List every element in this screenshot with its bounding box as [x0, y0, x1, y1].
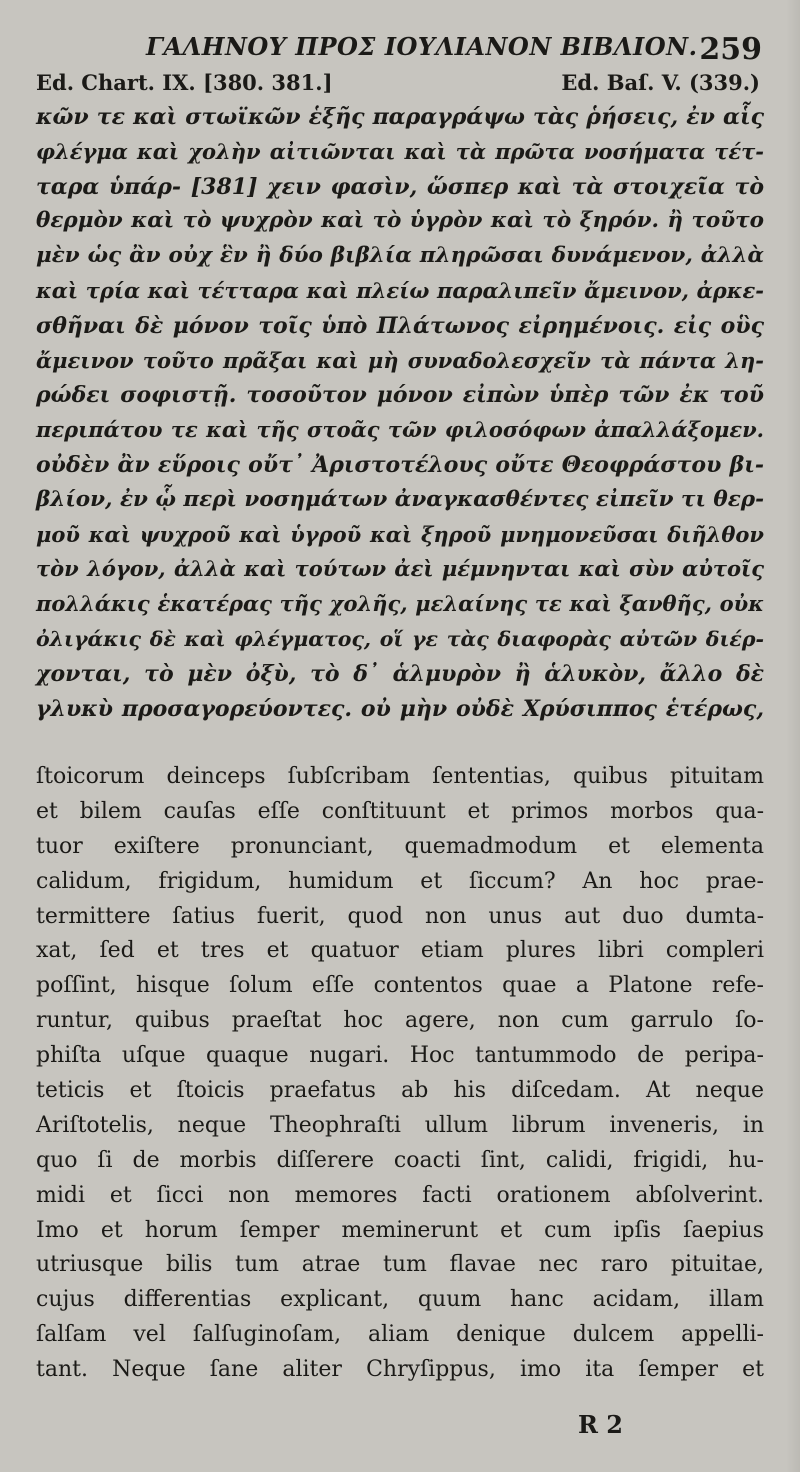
- greek-line: περιπάτου τε καὶ τῆς στοᾶς τῶν φιλοσόφων ἀπαλλάξομεν.: [36, 417, 764, 443]
- greek-line: μὲν ὡς ἂν οὐχ ἓν ἢ δύο βιβλία πληρῶσαι δυνάμενον, ἀλλὰ: [36, 243, 764, 269]
- running-head: [36, 28, 764, 68]
- latin-line: tuor exiſtere pronunciant, quemadmodum et elementa: [36, 833, 764, 859]
- latin-line: xat, ſed et tres et quatuor etiam plures libri compleri: [36, 938, 764, 964]
- greek-line: ρώδει σοφιστῇ. τοσοῦτον μόνον εἰπὼν ὑπὲρ τῶν ἐκ τοῦ: [36, 382, 764, 409]
- latin-line: termittere ſatius fuerit, quod non unus aut duo dumta-: [36, 903, 764, 929]
- signature-mark: R 2: [578, 1410, 623, 1439]
- latin-line: poſſint, hisque ſolum eſſe contentos quae a Platone refe-: [36, 973, 764, 999]
- greek-line: ὀλιγάκις δὲ καὶ φλέγματος, οἵ γε τὰς διαφορὰς αὐτῶν διέρ-: [36, 626, 764, 651]
- latin-line: utriusque bilis tum atrae tum flavae nec raro pituitae,: [36, 1252, 764, 1278]
- latin-text-block: [36, 760, 764, 1388]
- latin-line: runtur, quibus praeſtat hoc agere, non cum garrulo ſo-: [36, 1008, 764, 1034]
- greek-text-block: [36, 100, 764, 726]
- latin-line: quo ſi de morbis diſſerere coacti ſint, calidi, frigidi, hu-: [36, 1147, 764, 1173]
- greek-line: χονται, τὸ μὲν ὀξὺ, τὸ δ᾽ ἁλμυρὸν ἢ ἁλυκὸν, ἄλλο δὲ: [36, 660, 764, 687]
- latin-line: Ariſtotelis, neque Theophraſti ullum librum inveneris, in: [36, 1112, 764, 1138]
- latin-line: midi et ſicci non memores facti orationem abſolverint.: [36, 1182, 764, 1208]
- latin-line: cujus differentias explicant, quum hanc acidam, illam: [36, 1287, 764, 1313]
- greek-line: γλυκὺ προσαγορεύοντες. οὐ μὴν οὐδὲ Χρύσιππος ἑτέρως,: [36, 695, 764, 722]
- greek-line: φλέγμα καὶ χολὴν αἰτιῶνται καὶ τὰ πρῶτα νοσήματα τέτ-: [36, 138, 764, 164]
- greek-line: κῶν τε καὶ στωϊκῶν ἑξῆς παραγράψω τὰς ῥήσεις, ἐν αἷς: [36, 104, 764, 130]
- latin-line: ſtoicorum deinceps ſubſcribam ſententias, quibus pituitam: [36, 764, 764, 789]
- running-title: ΓΑΛΗΝΟΥ ΠΡΟΣ ΙΟΥΛΙΑΝΟΝ ΒΙΒΛΙΟΝ.: [146, 32, 698, 61]
- latin-line: teticis et ſtoicis praefatus ab his diſcedam. At neque: [36, 1078, 764, 1104]
- latin-line: ſalſam vel ſalſuginoſam, aliam denique dulcem appelli-: [36, 1322, 764, 1348]
- greek-line: οὐδὲν ἂν εὕροις οὔτ᾽ Ἀριστοτέλους οὔτε Θεοφράστου βι-: [36, 451, 764, 478]
- greek-line: ταρα ὑπάρ- [381] χειν φασὶν, ὥσπερ καὶ τὰ στοιχεῖα τὸ: [36, 173, 764, 200]
- greek-line: ἄμεινον τοῦτο πρᾶξαι καὶ μὴ συναδολεσχεῖν τὰ πάντα λη-: [36, 347, 764, 373]
- greek-line: τὸν λόγον, ἀλλὰ καὶ τούτων ἀεὶ μέμνηνται καὶ σὺν αὐτοῖς: [36, 556, 764, 582]
- edition-reference-line: [36, 70, 764, 100]
- latin-line: calidum, frigidum, humidum et ſiccum? An hoc prae-: [36, 868, 764, 894]
- page-number: 259: [699, 32, 762, 67]
- greek-line: καὶ τρία καὶ τέτταρα καὶ πλείω παραλιπεῖν ἄμεινον, ἀρκε-: [36, 277, 764, 303]
- latin-line: tant. Neque ſane aliter Chryſippus, imo ita ſemper et: [36, 1357, 764, 1383]
- greek-line: θερμὸν καὶ τὸ ψυχρὸν καὶ τὸ ὑγρὸν καὶ τὸ ξηρόν. ἢ τοῦτο: [36, 208, 764, 234]
- greek-line: πολλάκις ἑκατέρας τῆς χολῆς, μελαίνης τε καὶ ξανθῆς, οὐκ: [36, 591, 764, 617]
- greek-line: σθῆναι δὲ μόνον τοῖς ὑπὸ Πλάτωνος εἰρημένοις. εἰς οὓς: [36, 312, 764, 339]
- greek-line: βλίον, ἐν ᾧ περὶ νοσημάτων ἀναγκασθέντες εἰπεῖν τι θερ-: [36, 486, 764, 512]
- latin-line: Imo et horum ſemper meminerunt et cum ipſis ſaepius: [36, 1217, 764, 1243]
- latin-line: phiſta uſque quaque nugari. Hoc tantummodo de peripa-: [36, 1043, 764, 1069]
- greek-line: μοῦ καὶ ψυχροῦ καὶ ὑγροῦ καὶ ξηροῦ μνημονεῦσαι διῆλθον: [36, 521, 764, 547]
- edition-basel-reference: Ed. Baſ. V. (339.): [561, 70, 760, 95]
- edition-chartier-reference: Ed. Chart. IX. [380. 381.]: [36, 70, 333, 95]
- latin-line: et bilem cauſas eſſe conſtituunt et primos morbos qua-: [36, 798, 764, 824]
- page-edge-shadow: [786, 0, 800, 1472]
